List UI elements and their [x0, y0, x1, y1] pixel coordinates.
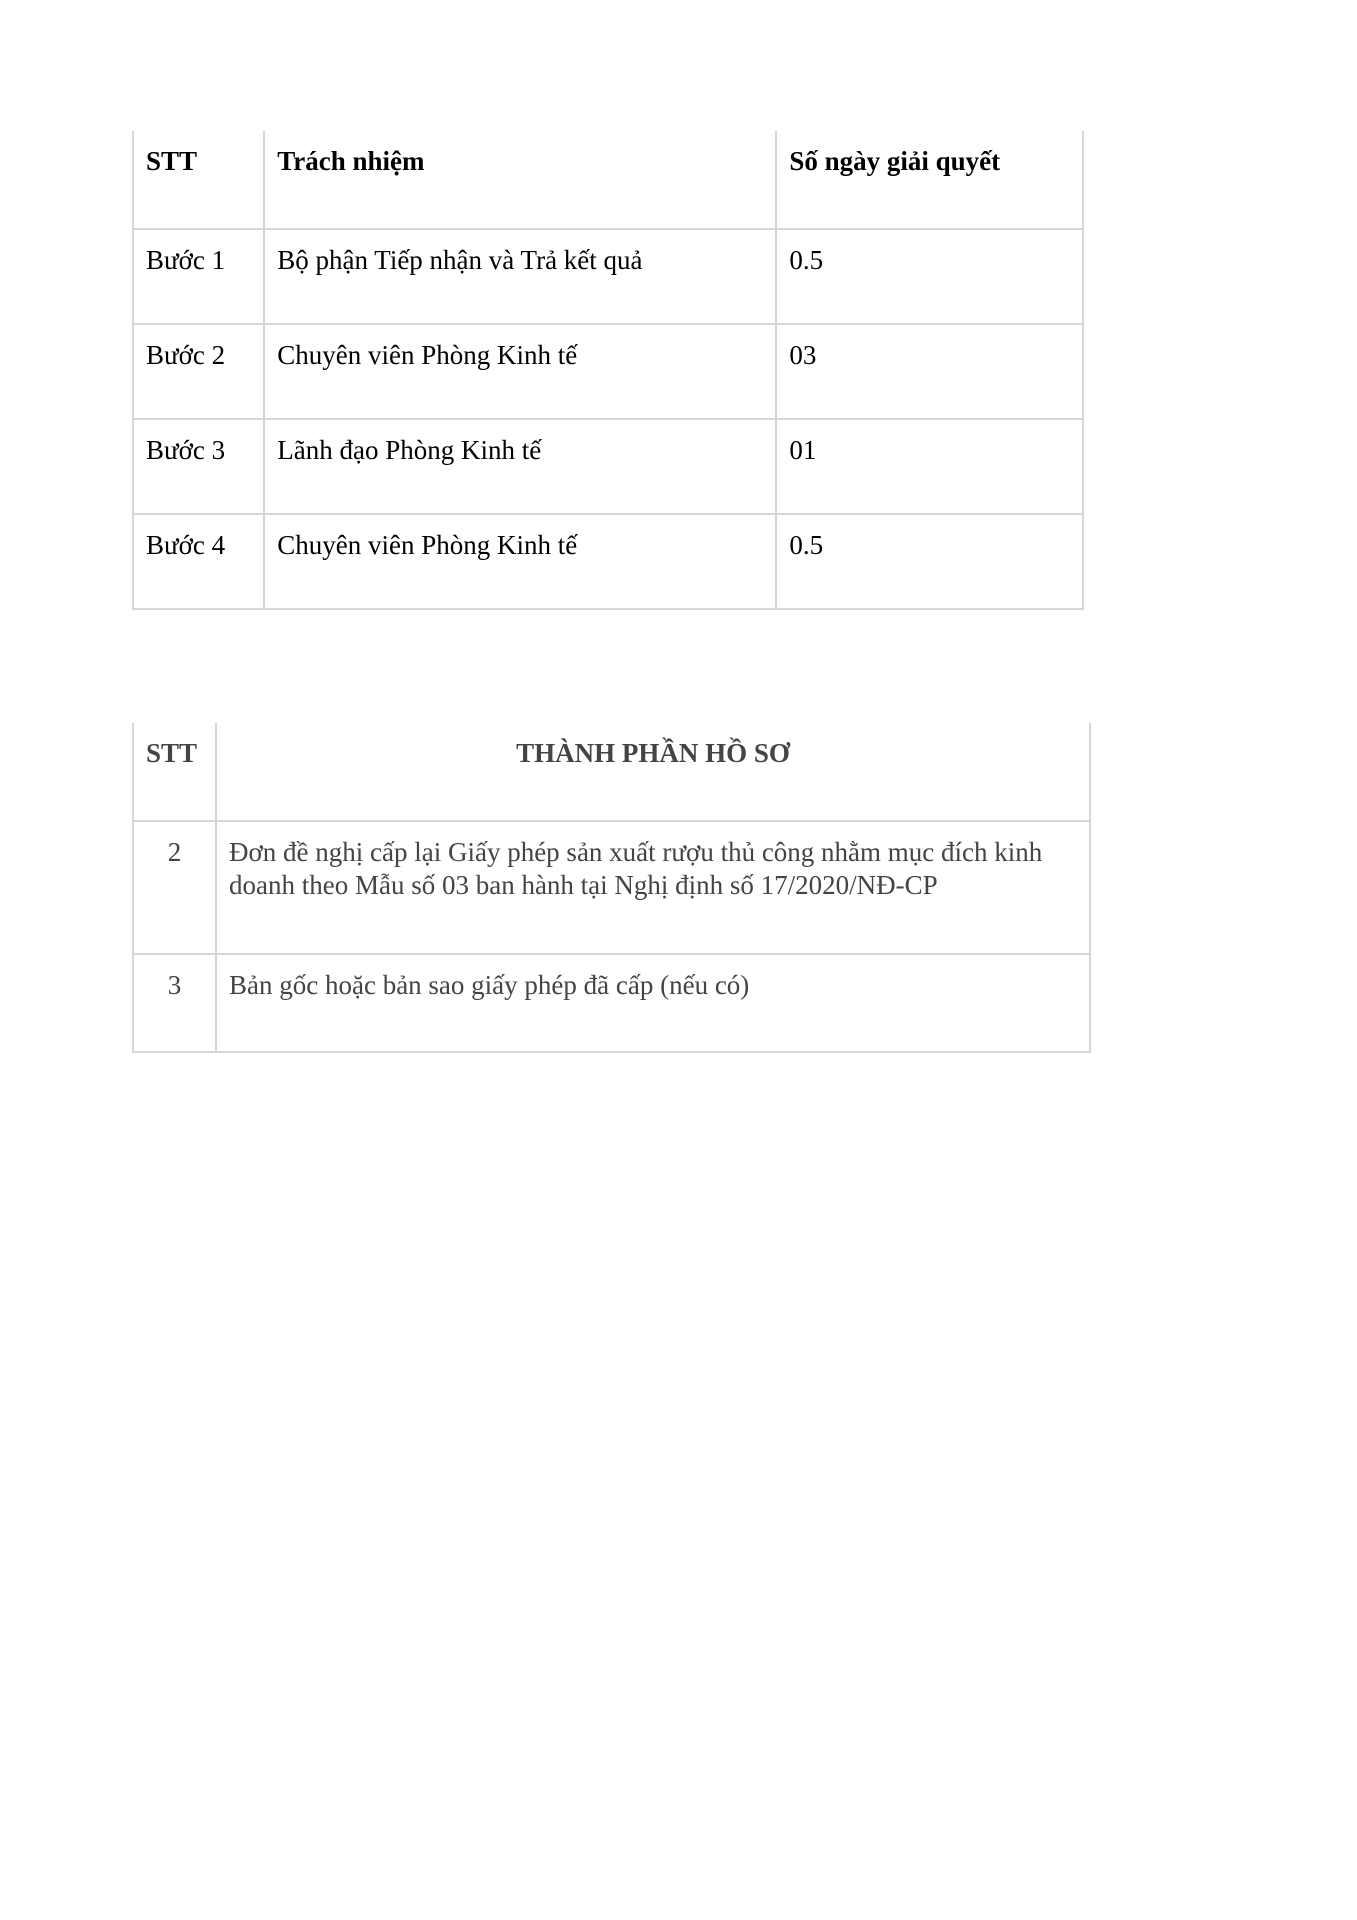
step-label: Bước 1	[133, 229, 264, 324]
table-row	[133, 419, 1083, 514]
table-row	[133, 514, 1083, 609]
doc-content: Đơn đề nghị cấp lại Giấy phép sản xuất rượu thủ công nhằm mục đích kinh doanh theo Mẫu số 03 ban hành tại Nghị định số 17/2020/NĐ-CP	[216, 821, 1090, 954]
table-row	[133, 821, 1090, 954]
step-responsibility: Chuyên viên Phòng Kinh tế	[264, 324, 776, 419]
step-days: 0.5	[776, 229, 1083, 324]
documents-table	[132, 723, 1091, 1053]
header-documents: THÀNH PHẦN HỒ SƠ	[216, 723, 1090, 821]
step-days: 03	[776, 324, 1083, 419]
step-responsibility: Chuyên viên Phòng Kinh tế	[264, 514, 776, 609]
header-stt: STT	[133, 723, 216, 821]
step-label: Bước 3	[133, 419, 264, 514]
table-header-row	[133, 723, 1090, 821]
doc-number: 3	[133, 954, 216, 1052]
step-responsibility: Lãnh đạo Phòng Kinh tế	[264, 419, 776, 514]
step-label: Bước 4	[133, 514, 264, 609]
step-days: 0.5	[776, 514, 1083, 609]
steps-table	[132, 131, 1084, 610]
step-label: Bước 2	[133, 324, 264, 419]
step-responsibility: Bộ phận Tiếp nhận và Trả kết quả	[264, 229, 776, 324]
doc-number: 2	[133, 821, 216, 954]
header-responsibility: Trách nhiệm	[264, 131, 776, 229]
table-header-row	[133, 131, 1083, 229]
table-row	[133, 324, 1083, 419]
table-row	[133, 954, 1090, 1052]
header-days: Số ngày giải quyết	[776, 131, 1083, 229]
doc-content: Bản gốc hoặc bản sao giấy phép đã cấp (nếu có)	[216, 954, 1090, 1052]
table-row	[133, 229, 1083, 324]
step-days: 01	[776, 419, 1083, 514]
header-stt: STT	[133, 131, 264, 229]
